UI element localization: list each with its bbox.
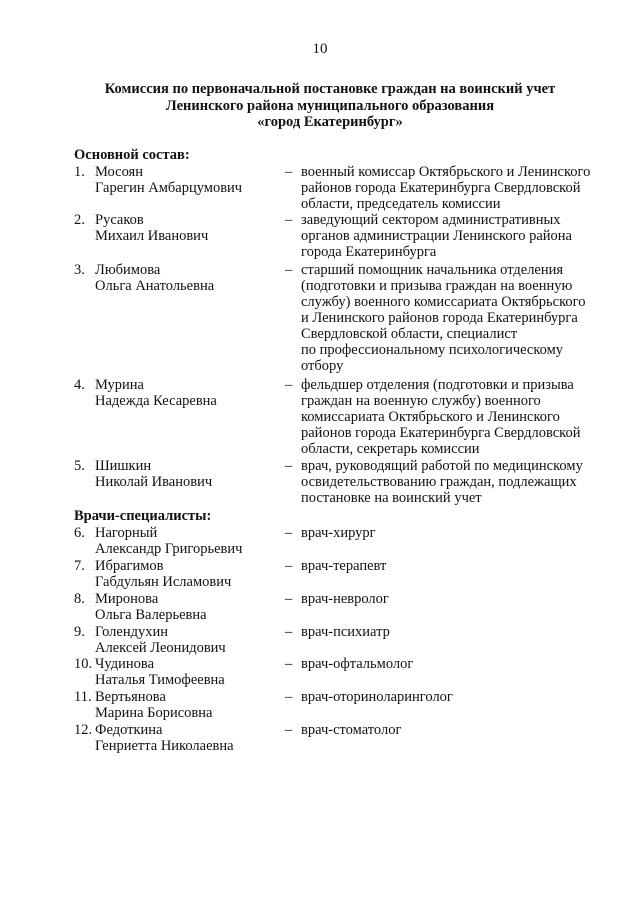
member-surname: Нагорный	[95, 525, 158, 541]
role-line: врач-терапевт	[301, 558, 387, 574]
member-surname: Вертьянова	[95, 689, 166, 705]
role-line: граждан на военную службу) военного	[301, 393, 541, 409]
member-number: 4.	[74, 377, 85, 393]
role-line: по профессиональному психологическому	[301, 342, 564, 358]
page-number: 10	[312, 41, 328, 57]
role-line: постановке на воинский учет	[301, 490, 482, 506]
member-given-name: Николай Иванович	[95, 474, 213, 490]
member-role	[301, 212, 601, 260]
member-surname: Русаков	[95, 212, 144, 228]
member-role	[301, 591, 601, 607]
role-dash: –	[285, 377, 293, 393]
member-role	[301, 377, 601, 457]
doctors-heading: Врачи-специалисты:	[74, 508, 212, 524]
role-line: (подготовки и призыва граждан на военную	[301, 278, 573, 294]
role-line: районов города Екатеринбурга Свердловской	[301, 180, 581, 196]
role-dash: –	[285, 458, 293, 474]
role-dash: –	[285, 656, 293, 672]
member-given-name: Генриетта Николаевна	[95, 738, 234, 754]
title-line: Ленинского района муниципального образования	[165, 97, 495, 114]
member-surname: Ибрагимов	[95, 558, 164, 574]
main-composition-heading: Основной состав:	[74, 147, 190, 163]
role-line: освидетельствованию граждан, подлежащих	[301, 474, 577, 490]
member-role	[301, 722, 601, 738]
role-dash: –	[285, 164, 293, 180]
member-surname: Миронова	[95, 591, 159, 607]
role-line: врач-невролог	[301, 591, 389, 607]
role-dash: –	[285, 525, 293, 541]
member-number: 7.	[74, 558, 85, 574]
member-number: 2.	[74, 212, 85, 228]
member-number: 3.	[74, 262, 85, 278]
member-given-name: Наталья Тимофеевна	[95, 672, 225, 688]
title-line: «город Екатеринбург»	[257, 114, 403, 130]
role-line: отбору	[301, 358, 344, 374]
role-dash: –	[285, 624, 293, 640]
role-line: старший помощник начальника отделения	[301, 262, 564, 278]
role-line: и Ленинского районов города Екатеринбурга	[301, 310, 578, 326]
member-number: 11.	[74, 689, 92, 705]
member-given-name: Михаил Иванович	[95, 228, 209, 244]
role-line: комиссариата Октябрьского и Ленинского	[301, 409, 560, 425]
member-number: 1.	[74, 164, 85, 180]
role-line: Свердловской области, специалист	[301, 326, 518, 342]
role-line: заведующий сектором административных	[301, 212, 561, 228]
member-given-name: Алексей Леонидович	[95, 640, 226, 656]
role-line: органов администрации Ленинского района	[301, 228, 572, 244]
member-role	[301, 656, 601, 672]
member-role	[301, 164, 601, 212]
role-line: врач-психиатр	[301, 624, 390, 640]
member-number: 12.	[74, 722, 93, 738]
member-given-name: Ольга Валерьевна	[95, 607, 207, 623]
member-number: 9.	[74, 624, 85, 640]
role-line: врач, руководящий работой по медицинскому	[301, 458, 583, 474]
role-dash: –	[285, 212, 293, 228]
member-role	[301, 262, 601, 374]
member-role	[301, 624, 601, 640]
role-dash: –	[285, 689, 293, 705]
member-given-name: Ольга Анатольевна	[95, 278, 215, 294]
role-line: службу) военного комиссариата Октябрьского	[301, 294, 586, 310]
member-number: 6.	[74, 525, 85, 541]
role-line: военный комиссар Октябрьского и Ленинского	[301, 164, 591, 180]
role-dash: –	[285, 591, 293, 607]
member-number: 10.	[74, 656, 93, 672]
role-dash: –	[285, 722, 293, 738]
role-line: города Екатеринбурга	[301, 244, 437, 260]
role-line: области, председатель комиссии	[301, 196, 501, 212]
role-line: районов города Екатеринбурга Свердловской	[301, 425, 581, 441]
member-given-name: Габдульян Исламович	[95, 574, 232, 590]
member-role	[301, 458, 601, 506]
role-line: области, секретарь комиссии	[301, 441, 480, 457]
member-given-name: Гарегин Амбарцумович	[95, 180, 243, 196]
role-line: врач-стоматолог	[301, 722, 402, 738]
member-number: 5.	[74, 458, 85, 474]
role-line: фельдшер отделения (подготовки и призыва	[301, 377, 574, 393]
member-surname: Чудинова	[95, 656, 154, 672]
member-role	[301, 558, 601, 574]
member-role	[301, 689, 601, 705]
role-dash: –	[285, 558, 293, 574]
role-line: врач-хирург	[301, 525, 376, 541]
member-surname: Любимова	[95, 262, 161, 278]
member-given-name: Надежда Кесаревна	[95, 393, 217, 409]
member-given-name: Александр Григорьевич	[95, 541, 243, 557]
role-line: врач-офтальмолог	[301, 656, 414, 672]
role-line: врач-оториноларинголог	[301, 689, 453, 705]
document-title	[60, 81, 600, 131]
member-surname: Федоткина	[95, 722, 163, 738]
role-dash: –	[285, 262, 293, 278]
member-surname: Голендухин	[95, 624, 168, 640]
member-surname: Мурина	[95, 377, 144, 393]
member-role	[301, 525, 601, 541]
member-number: 8.	[74, 591, 85, 607]
member-surname: Мосоян	[95, 164, 143, 180]
title-line: Комиссия по первоначальной постановке граждан на воинский учет	[104, 81, 556, 97]
member-given-name: Марина Борисовна	[95, 705, 213, 721]
member-surname: Шишкин	[95, 458, 152, 474]
